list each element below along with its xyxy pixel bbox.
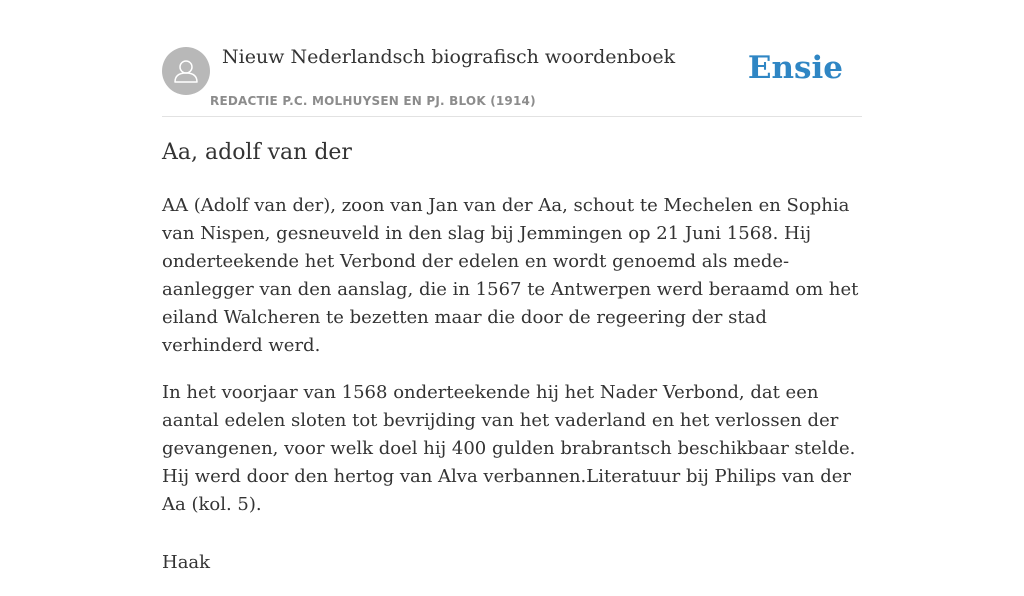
source-editors: REDACTIE P.C. MOLHUYSEN EN PJ. BLOK (1914) — [210, 94, 536, 108]
article-title: Aa, adolf van der — [162, 140, 352, 165]
article-body — [162, 192, 862, 596]
source-header — [162, 42, 862, 117]
source-title[interactable]: Nieuw Nederlandsch biografisch woordenboek — [222, 46, 676, 68]
article-paragraph: AA (Adolf van der), zoon van Jan van der Aa, schout te Mechelen en Sophia van Nispen, gesneuveld in den slag bij Jemmingen op 21 Juni 1568. Hij onderteekende het Verbond der edelen en wordt genoemd als mede-aanlegger van den aanslag, die in 1567 te Antwerpen werd beraamd om het eiland Walcheren te bezetten maar die door de regeering der stad verhinderd werd. — [162, 195, 859, 356]
article-paragraph: In het voorjaar van 1568 onderteekende hij het Nader Verbond, dat een aantal edelen sloten tot bevrijding van het vaderland en het verlossen der gevangenen, voor welk doel hij 400 gulden brabrantsch beschikbaar stelde. Hij werd door den hertog van Alva verbannen.Literatuur bij Philips van der Aa (kol. 5). — [162, 382, 856, 515]
ensie-logo[interactable]: Ensie — [747, 50, 843, 86]
source-avatar[interactable] — [162, 47, 210, 95]
user-icon — [162, 47, 210, 95]
article-author[interactable]: Haak — [162, 552, 211, 573]
